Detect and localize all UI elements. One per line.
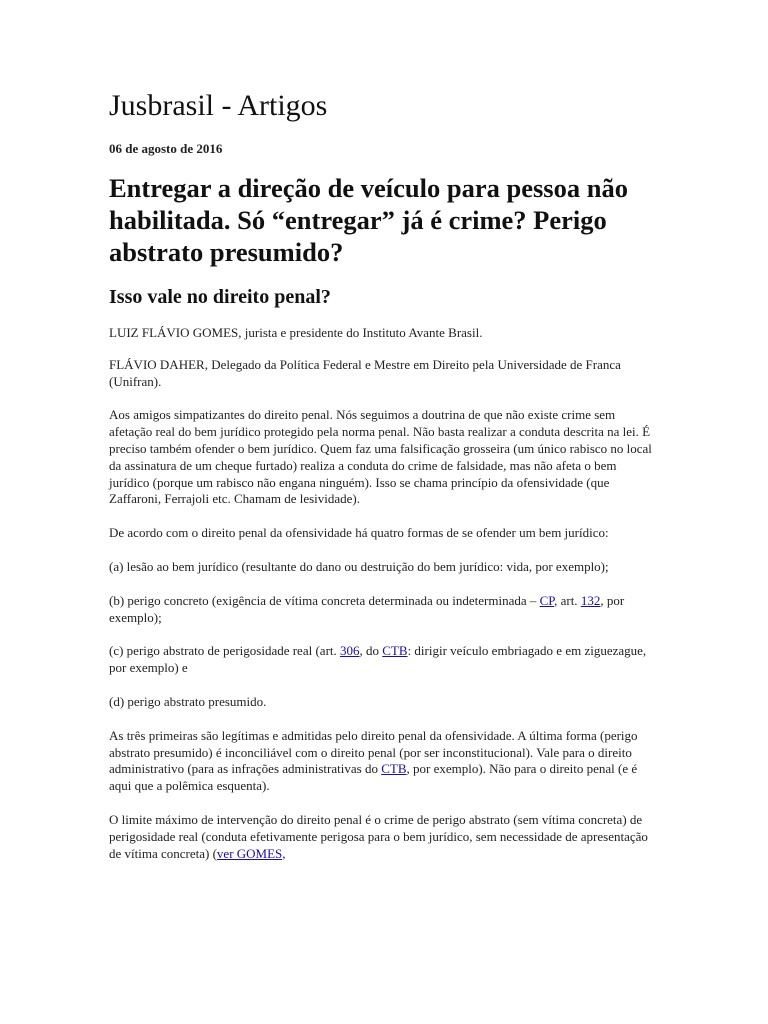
item-c-text-mid: , do — [359, 643, 383, 659]
art-132-link[interactable]: 132 — [580, 592, 601, 608]
item-b-text-mid: , art. — [554, 592, 581, 608]
item-d-paragraph: (d) perigo abstrato presumido. — [109, 693, 267, 709]
item-b-text-start: (b) perigo concreto (exigência de vítima concreta determinada ou indeterminada – — [109, 592, 540, 608]
limit-text: O limite máximo de intervenção do direito penal é o crime de perigo abstrato (sem vítima concreta) de perigosidade real (conduta efetivamente perigosa para o bem jurídico, sem necessidade de apresentação de vítima concreta) ( — [109, 811, 648, 861]
item-c-paragraph — [109, 643, 659, 677]
article-headline: Entregar a direção de veículo para pessoa não habilitada. Só “entregar” já é crime? Perigo abstrato presumido? — [109, 173, 628, 267]
cp-link[interactable]: CP — [539, 592, 555, 608]
ver-gomes-link[interactable]: ver GOMES, — [216, 845, 286, 861]
forms-paragraph: De acordo com o direito penal da ofensividade há quatro formas de se ofender um bem jurídico: — [109, 525, 609, 541]
ctb-link[interactable]: CTB — [382, 643, 408, 659]
item-c-text-start: (c) perigo abstrato de perigosidade real (art. — [109, 643, 341, 659]
item-b-text-end: , por exemplo); — [109, 592, 625, 625]
author-paragraph-2: FLÁVIO DAHER, Delegado da Política Federal e Mestre em Direito pela Universidade de Franca (Unifran). — [109, 356, 621, 389]
document-page — [109, 88, 659, 862]
author-paragraph-1: LUIZ FLÁVIO GOMES, jurista e presidente do Instituto Avante Brasil. — [109, 325, 483, 340]
intro-paragraph: Aos amigos simpatizantes do direito penal. Nós seguimos a doutrina de que não existe crime sem afetação real do bem jurídico protegido pela norma penal. Não basta realizar a conduta descrita na lei. É preciso também ofender o bem jurídico. Quem faz uma falsificação grosseira (um único rabisco no local da assinatura de um cheque furtado) realiza a conduta do crime de falsidade, mas não afeta o bem jurídico (porque um rabisco não engana ninguém). Isso se chama princípio da ofensividade (que Zaffaroni, Ferrajoli etc. Chamam de lesividade). — [109, 407, 652, 507]
limit-paragraph — [109, 812, 659, 862]
three-forms-text-end: , por exemplo). Não para o direito penal (e é aqui que a polêmica esquenta). — [109, 761, 638, 794]
three-forms-paragraph — [109, 728, 659, 795]
ctb-link-2[interactable]: CTB — [381, 761, 407, 777]
art-306-link[interactable]: 306 — [340, 643, 360, 659]
site-title: Jusbrasil - Artigos — [109, 89, 328, 122]
publish-date: 06 de agosto de 2016 — [109, 141, 223, 156]
item-c-text-end: : dirigir veículo embriagado e em ziguezague, por exemplo) e — [109, 643, 647, 676]
article-subheadline: Isso vale no direito penal? — [109, 286, 331, 308]
three-forms-text-start: As três primeiras são legítimas e admitidas pelo direito penal da ofensividade. A última forma (perigo abstrato presumido) é inconciliável com o direito penal (por ser inconstitucional). Vale para o direito administrativo (para as infrações administrativas do — [109, 727, 638, 777]
item-a-paragraph: (a) lesão ao bem jurídico (resultante do dano ou destruição do bem jurídico: vida, por exemplo); — [109, 558, 609, 574]
item-b-paragraph — [109, 593, 659, 627]
